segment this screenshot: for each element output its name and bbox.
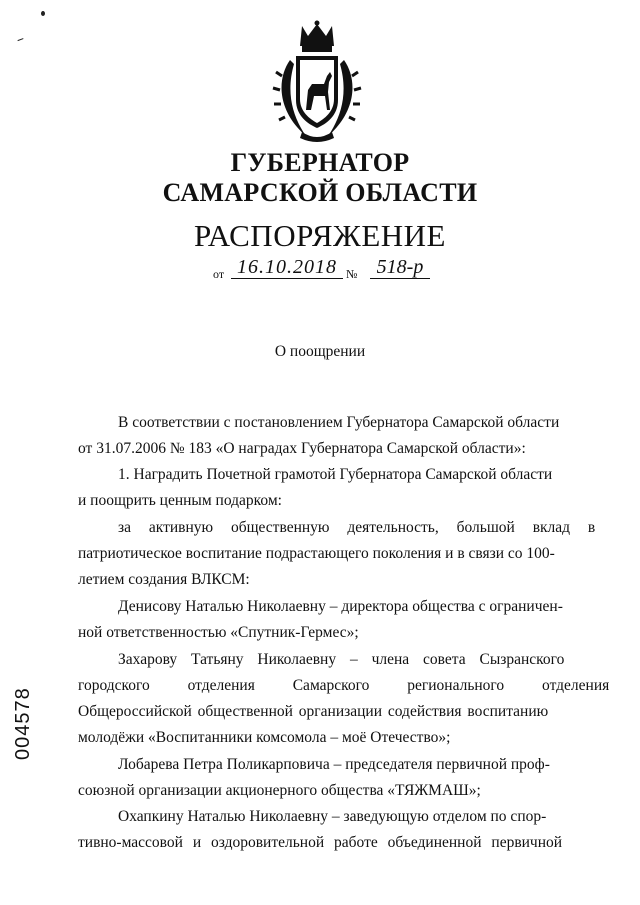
body-line: Денисову Наталью Николаевну – директора общества с ограничен- <box>118 598 563 615</box>
document-type: РАСПОРЯЖЕНИЕ <box>194 218 446 253</box>
body-text: 1. Наградить Почетной грамотой Губернатора Самарской области <box>118 466 553 483</box>
document-date: 16.10.2018 <box>231 256 343 279</box>
body-line: и поощрить ценным подарком: <box>78 492 282 509</box>
scan-mark <box>41 11 45 16</box>
body-line: Лобарева Петра Поликарповича – председателя первичной проф- <box>118 756 550 773</box>
body-line: городского отделения Самарского регионального отделения <box>78 677 610 694</box>
body-line <box>118 465 562 485</box>
body-line: Охапкину Наталью Николаевну – заведующую отделом по спор- <box>118 808 547 825</box>
body-line: Общероссийской общественной организации содействия воспитанию <box>78 703 549 720</box>
body-line: от 31.07.2006 № 183 «О наградах Губернатора Самарской области»: <box>78 440 526 457</box>
document-number: 518-р <box>370 256 430 279</box>
body-line: союзной организации акционерного общества «ТЯЖМАШ»; <box>78 782 481 799</box>
org-title-line2: САМАРСКОЙ ОБЛАСТИ <box>162 178 478 207</box>
body-line <box>118 413 562 433</box>
date-prefix: от <box>213 267 225 281</box>
body-line: молодёжи «Воспитанники комсомола – моё Отечество»; <box>78 729 451 746</box>
body-line: тивно-массовой и оздоровительной работе объединенной первичной <box>78 834 563 851</box>
body-line: за активную общественную деятельность, большой вклад в <box>118 519 596 536</box>
body-line: патриотическое воспитание подрастающего поколения и в связи со 100- <box>78 545 555 562</box>
coat-of-arms-emblem <box>272 20 362 144</box>
scan-mark <box>17 38 24 44</box>
body-line: ной ответственностью «Спутник-Гермес»; <box>78 624 359 641</box>
body-line: летием создания ВЛКСМ: <box>78 571 250 588</box>
org-title-line1: ГУБЕРНАТОР <box>230 148 410 177</box>
serial-number: 004578 <box>12 687 34 760</box>
body-text: В соответствии с постановлением Губернатора Самарской области <box>118 414 560 431</box>
number-prefix: № <box>346 267 358 281</box>
date-number-line <box>213 256 433 282</box>
body-line: Захарову Татьяну Николаевну – члена совета Сызранского <box>118 651 565 668</box>
document-subject: О поощрении <box>274 343 366 360</box>
